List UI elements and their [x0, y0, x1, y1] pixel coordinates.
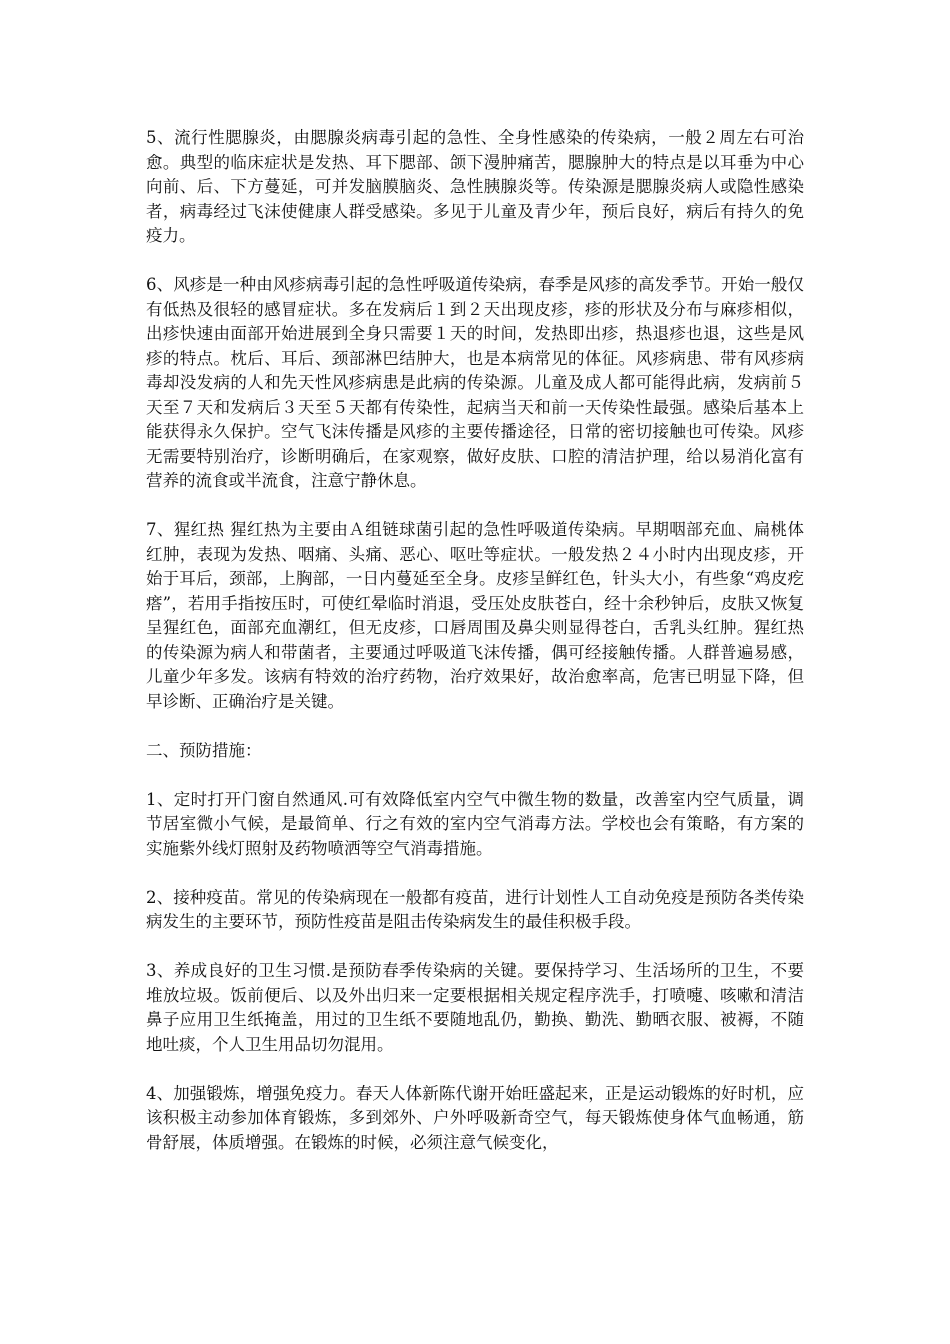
section-heading-prevention: 二、预防措施：: [146, 740, 262, 760]
paragraph-scarlet-fever: 7、猩红热 猩红热为主要由Ａ组链球菌引起的急性呼吸道传染病。早期咽部充血、扁桃体红肿，表现为发热、咽痛、头痛、恶心、呕吐等症状。一般发热２４小时内出现皮疹，开始于耳后，颈部，上胸部，一日内蔓延至全身。皮疹呈鲜红色，针头大小，有些象“鸡皮疙瘩”，若用手指按压时，可使红晕临时消退，受压处皮肤苍白，经十余秒钟后，皮肤又恢复呈猩红色，面部充血潮红，但无皮疹，口唇周围及鼻尖则显得苍白，舌乳头红肿。猩红热的传染源为病人和带菌者，主要通过呼吸道飞沫传播，偶可经接触传播。人群普遍易感，儿童少年多发。该病有特效的治疗药物，治疗效果好，故治愈率高，危害已明显下降，但早诊断、正确治疗是关键。: [146, 520, 804, 711]
paragraph-hygiene: 3、养成良好的卫生习惯.是预防春季传染病的关键。要保持学习、生活场所的卫生，不要堆放垃圾。饭前便后、以及外出归来一定要根据相关规定程序洗手，打喷嚏、咳嗽和清洁鼻子应用卫生纸掩盖，用过的卫生纸不要随地乱仍，勤换、勤洗、勤晒衣服、被褥，不随地吐痰，个人卫生用品切勿混用。: [146, 961, 804, 1054]
document-body: [146, 126, 804, 1155]
paragraph-ventilation: 1、定时打开门窗自然通风.可有效降低室内空气中微生物的数量，改善室内空气质量，调节居室微小气候，是最简单、行之有效的室内空气消毒方法。学校也会有策略，有方案的实施紫外线灯照射及药物喷洒等空气消毒措施。: [146, 789, 804, 858]
paragraph-rubella: 6、风疹是一种由风疹病毒引起的急性呼吸道传染病，春季是风疹的高发季节。开始一般仅有低热及很轻的感冒症状。多在发病后１到２天出现皮疹，疹的形状及分布与麻疹相似，出疹快速由面部开始进展到全身只需要１天的时间，发热即出疹，热退疹也退，这些是风疹的特点。枕后、耳后、颈部淋巴结肿大，也是本病常见的体征。风疹病患、带有风疹病毒却没发病的人和先天性风疹病患是此病的传染源。儿童及成人都可能得此病，发病前５天至７天和发病后３天至５天都有传染性，起病当天和前一天传染性最强。感染后基本上能获得永久保护。空气飞沫传播是风疹的主要传播途径，日常的密切接触也可传染。风疹无需要特别治疗，诊断明确后，在家观察，做好皮肤、口腔的清洁护理，给以易消化富有营养的流食或半流食，注意宁静休息。: [146, 275, 804, 490]
paragraph-exercise: 4、加强锻炼，增强免疫力。春天人体新陈代谢开始旺盛起来，正是运动锻炼的好时机，应该积极主动参加体育锻炼，多到郊外、户外呼吸新奇空气，每天锻炼使身体气血畅通，筋骨舒展，体质增强。在锻炼的时候，必须注意气候变化，: [146, 1083, 804, 1152]
paragraph-vaccination: 2、接种疫苗。常见的传染病现在一般都有疫苗，进行计划性人工自动免疫是预防各类传染病发生的主要环节，预防性疫苗是阻击传染病发生的最佳积极手段。: [146, 887, 804, 931]
paragraph-mumps: 5、流行性腮腺炎，由腮腺炎病毒引起的急性、全身性感染的传染病，一般２周左右可治愈。典型的临床症状是发热、耳下腮部、颌下漫肿痛苦，腮腺肿大的特点是以耳垂为中心向前、后、下方蔓延，可并发脑膜脑炎、急性胰腺炎等。传染源是腮腺炎病人或隐性感染者，病毒经过飞沫使健康人群受感染。多见于儿童及青少年，预后良好，病后有持久的免疫力。: [146, 128, 804, 245]
